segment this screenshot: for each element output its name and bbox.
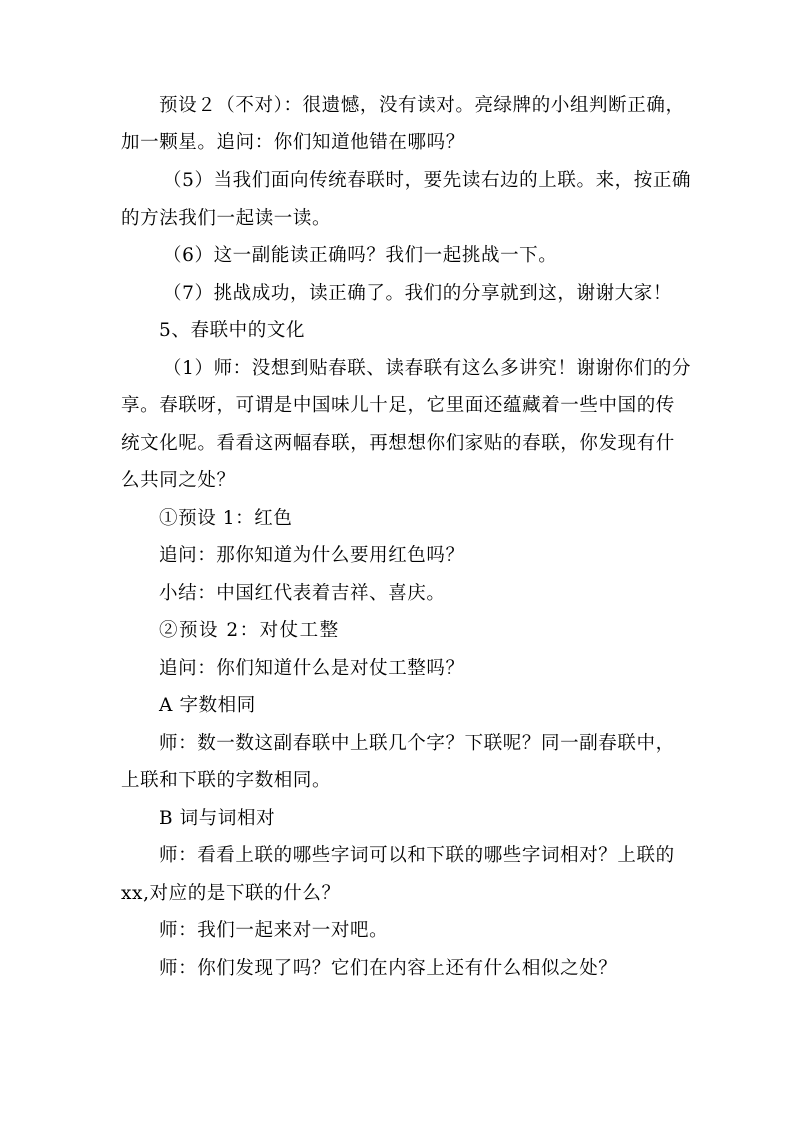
paragraph-line: xx,对应的是下联的什么？ [121,883,341,904]
paragraph-line: 师：数一数这副春联中上联几个字？下联呢？同一副春联中， [159,733,675,754]
paragraph-line: （5）当我们面向传统春联时，要先读右边的上联。来，按正确 [163,170,692,191]
paragraph-line: 统文化呢。看看这两幅春联，再想想你们家贴的春联，你发现有什 [121,433,675,454]
paragraph-line: 小结：中国红代表着吉祥、喜庆。 [159,583,446,604]
paragraph-line: 的方法我们一起读一读。 [121,208,332,229]
paragraph-line: 上联和下联的字数相同。 [121,770,332,791]
paragraph-line: 预设２（不对）：很遗憾，没有读对。亮绿牌的小组判断正确， [159,95,685,116]
paragraph-line: ①预设 1：红色 [159,508,293,529]
paragraph-line: ②预设 2：对仗工整 [159,620,340,641]
paragraph-line: 师：你们发现了吗？它们在内容上还有什么相似之处？ [159,958,618,979]
paragraph-line: B 词与词相对 [159,808,276,829]
paragraph-line: 么共同之处？ [121,470,236,491]
paragraph-line: （7）挑战成功，读正确了。我们的分享就到这，谢谢大家！ [163,283,672,304]
section-heading: 5、春联中的文化 [159,320,306,341]
paragraph-line: （6）这一副能读正确吗？我们一起挑战一下。 [163,245,558,266]
paragraph-line: 师：看看上联的哪些字词可以和下联的哪些字词相对？上联的 [159,845,675,866]
paragraph-line: 追问：你们知道什么是对仗工整吗？ [159,658,465,679]
paragraph-line: 享。春联呀，可谓是中国味儿十足，它里面还蕴藏着一些中国的传 [121,395,675,416]
paragraph-line: 追问：那你知道为什么要用红色吗？ [159,545,465,566]
paragraph-line: 加一颗星。追问：你们知道他错在哪吗？ [121,132,465,153]
paragraph-line: A 字数相同 [159,695,256,716]
paragraph-line: （1）师：没想到贴春联、读春联有这么多讲究！谢谢你们的分 [163,358,692,379]
paragraph-line: 师：我们一起来对一对吧。 [159,920,389,941]
